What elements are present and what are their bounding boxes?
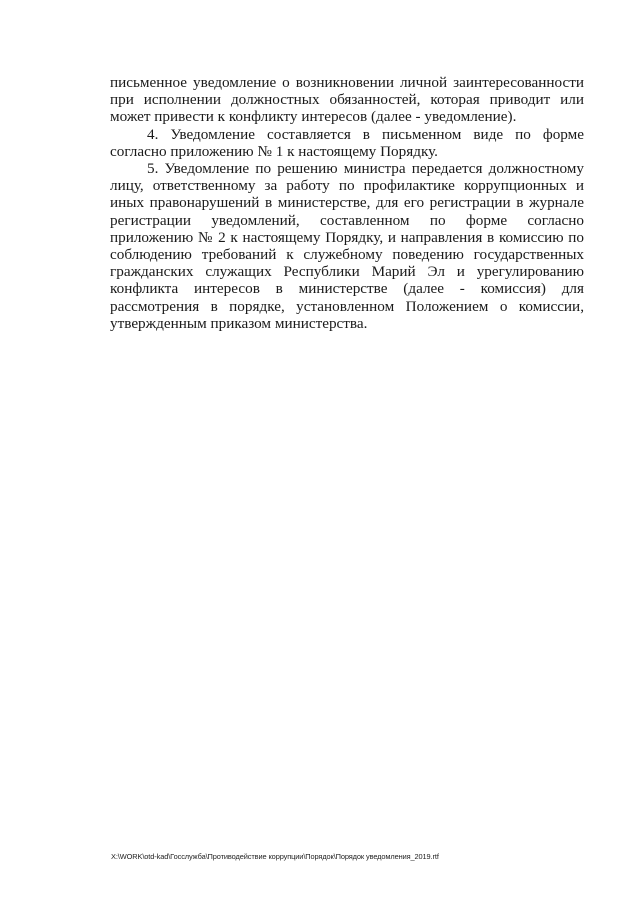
document-body — [110, 74, 584, 332]
paragraph-item-5: 5. Уведомление по решению министра передается должностному лицу, ответственному за работу по профилактике коррупционных и иных правонарушений в министерстве, для его регистрации в журнале регистрации уведомлений, составленном по форме согласно приложению № 2 к настоящему Порядку, и направления в комиссию по соблюдению требований к служебному поведению государственных гражданских служащих Республики Марий Эл и урегулированию конфликта интересов в министерстве (далее - комиссия) для рассмотрения в порядке, установленном Положением о комиссии, утвержденным приказом министерства. — [110, 160, 584, 332]
paragraph-item-4: 4. Уведомление составляется в письменном виде по форме согласно приложению № 1 к настоящему Порядку. — [110, 125, 584, 160]
footer-file-path: X:\WORK\otd-kad\Госслужба\Противодействие коррупции\Порядок\Порядок уведомления_2019.rtf — [111, 852, 439, 861]
paragraph-continuation: письменное уведомление о возникновении личной заинтересованности при исполнении должностных обязанностей, которая приводит или может привести к конфликту интересов (далее - уведомление). — [110, 74, 584, 126]
